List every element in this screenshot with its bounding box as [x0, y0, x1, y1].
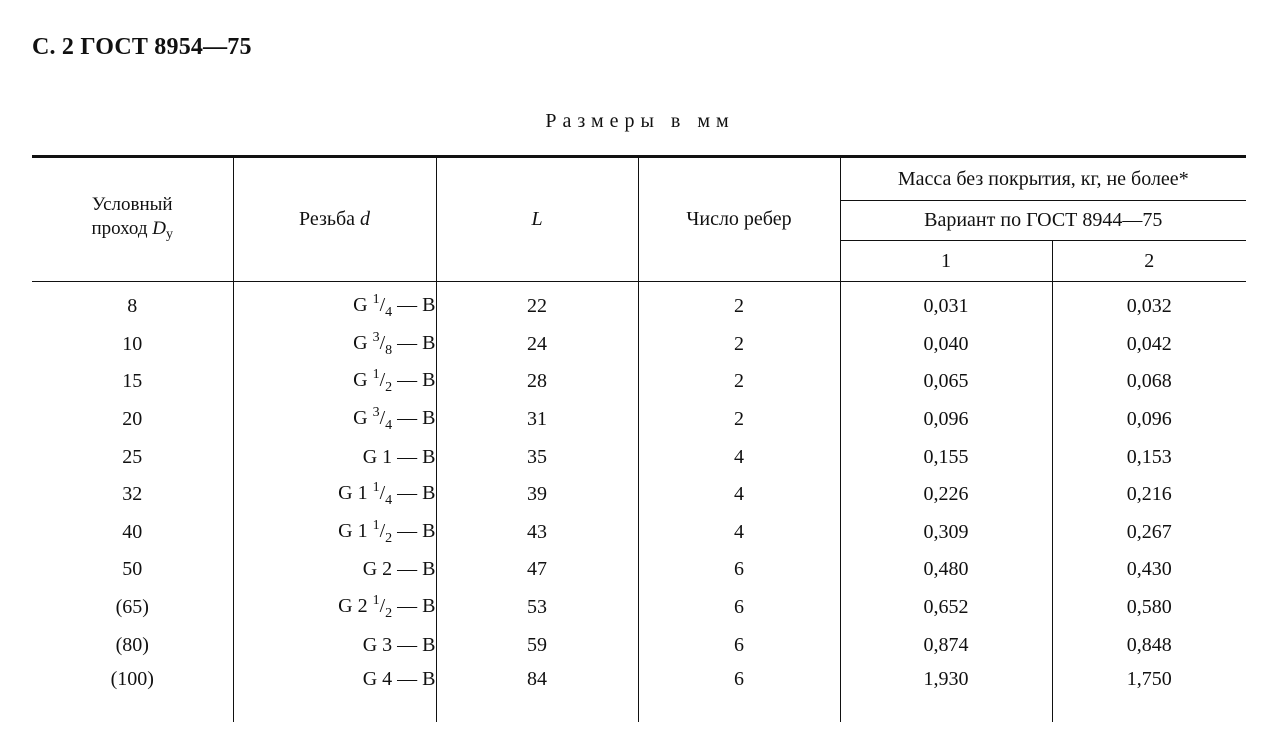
cell-ribs: 6: [638, 589, 840, 627]
cell-thread: [233, 282, 436, 326]
thread-fraction: [372, 517, 393, 546]
thread-prefix: G 2: [338, 595, 373, 618]
cell-mass-variant-1: 0,874: [840, 626, 1052, 664]
fraction-slash: /: [379, 407, 386, 430]
cell-length: 84: [436, 664, 638, 722]
header-thread-symbol: d: [360, 208, 371, 230]
header-length: L: [436, 157, 638, 282]
thread-suffix: — B: [392, 294, 436, 317]
cell-thread: [233, 476, 436, 514]
cell-mass-variant-1: 0,040: [840, 326, 1052, 364]
cell-mass-variant-2: 0,580: [1052, 589, 1246, 627]
cell-thread: [233, 664, 436, 722]
thread-prefix: G: [353, 407, 373, 430]
thread-fraction: [372, 329, 393, 358]
fraction-denominator: 2: [385, 606, 393, 622]
cell-mass-variant-1: 0,309: [840, 514, 1052, 552]
thread-suffix: — B: [392, 482, 436, 505]
cell-ribs: 2: [638, 401, 840, 439]
cell-ribs: 2: [638, 363, 840, 401]
cell-mass-variant-2: 0,430: [1052, 551, 1246, 589]
fraction-denominator: 4: [385, 305, 393, 321]
header-mass: Масса без покрытия, кг, не более*: [840, 157, 1246, 201]
cell-mass-variant-1: 0,480: [840, 551, 1052, 589]
units-caption: Размеры в мм: [545, 110, 735, 132]
header-dy-symbol: D: [152, 217, 167, 239]
thread-prefix: G 1 — B: [362, 445, 436, 468]
table-row: [32, 326, 1246, 364]
thread-prefix: G 4 — B: [362, 667, 436, 690]
cell-thread: [233, 401, 436, 439]
thread-prefix: G 1: [338, 519, 373, 542]
cell-dy: (100): [110, 667, 154, 690]
table-row: [32, 401, 1246, 439]
header-conditional-pass: [32, 157, 233, 282]
cell-mass-variant-1: 0,031: [840, 282, 1052, 326]
fraction-denominator: 2: [385, 380, 393, 396]
fraction-slash: /: [379, 482, 386, 505]
table-row: [32, 438, 1246, 476]
cell-mass-variant-2: 0,096: [1052, 401, 1246, 439]
fraction-numerator: 1: [372, 517, 380, 533]
cell-mass-variant-2: 0,216: [1052, 476, 1246, 514]
cell-length: 47: [436, 551, 638, 589]
cell-ribs: 6: [638, 551, 840, 589]
cell-dy: 40: [122, 520, 143, 543]
cell-mass-variant-1: 0,065: [840, 363, 1052, 401]
table-row: [32, 363, 1246, 401]
cell-mass-variant-1: 0,096: [840, 401, 1052, 439]
cell-thread: [233, 326, 436, 364]
cell-ribs: 4: [638, 476, 840, 514]
cell-mass-variant-2: 0,848: [1052, 626, 1246, 664]
table-row: [32, 514, 1246, 552]
table-row: [32, 476, 1246, 514]
cell-length: 31: [436, 401, 638, 439]
fraction-numerator: 1: [372, 593, 380, 609]
thread-prefix: G: [353, 369, 373, 392]
fraction-numerator: 1: [372, 292, 380, 308]
cell-thread: [233, 551, 436, 589]
cell-dy: 8: [127, 295, 138, 318]
cell-length: 59: [436, 626, 638, 664]
cell-dy: 25: [122, 445, 143, 468]
cell-mass-variant-2: 0,153: [1052, 438, 1246, 476]
thread-suffix: — B: [392, 519, 436, 542]
table-row: [32, 282, 1246, 326]
cell-dy: 20: [122, 408, 143, 431]
cell-dy: (80): [115, 633, 149, 656]
cell-mass-variant-2: 1,750: [1052, 664, 1246, 722]
cell-thread: [233, 363, 436, 401]
header-dy-subscript: у: [166, 226, 174, 242]
header-variant: Вариант по ГОСТ 8944—75: [840, 201, 1246, 241]
thread-prefix: G: [353, 294, 373, 317]
cell-thread: [233, 438, 436, 476]
cell-length: 35: [436, 438, 638, 476]
fraction-slash: /: [379, 369, 386, 392]
fraction-numerator: 3: [372, 329, 380, 345]
cell-dy: 32: [122, 483, 143, 506]
cell-ribs: 4: [638, 514, 840, 552]
thread-prefix: G 3 — B: [362, 633, 436, 656]
fraction-numerator: 1: [372, 480, 380, 496]
fraction-denominator: 2: [385, 530, 393, 546]
cell-length: 22: [436, 282, 638, 326]
table-row: [32, 589, 1246, 627]
dimensions-table: [32, 155, 1246, 722]
cell-mass-variant-2: 0,267: [1052, 514, 1246, 552]
thread-suffix: — B: [392, 331, 436, 354]
cell-length: 28: [436, 363, 638, 401]
thread-suffix: — B: [392, 407, 436, 430]
cell-mass-variant-2: 0,042: [1052, 326, 1246, 364]
cell-dy: 15: [122, 370, 143, 393]
thread-fraction: [372, 593, 393, 622]
fraction-slash: /: [379, 519, 386, 542]
header-ribs: Число ребер: [638, 157, 840, 282]
cell-length: 39: [436, 476, 638, 514]
page-header: С. 2 ГОСТ 8954—75: [32, 34, 252, 60]
header-conditional-pass-line2: проход: [91, 217, 148, 239]
fraction-slash: /: [379, 595, 386, 618]
fraction-denominator: 4: [385, 493, 393, 509]
cell-mass-variant-1: 0,155: [840, 438, 1052, 476]
thread-fraction: [372, 292, 393, 321]
fraction-slash: /: [379, 294, 386, 317]
cell-length: 43: [436, 514, 638, 552]
cell-dy: 50: [122, 558, 143, 581]
cell-thread: [233, 514, 436, 552]
table-row: [32, 551, 1246, 589]
cell-length: 24: [436, 326, 638, 364]
fraction-denominator: 8: [385, 342, 393, 358]
cell-thread: [233, 589, 436, 627]
header-variant-2: 2: [1052, 241, 1246, 282]
cell-ribs: 6: [638, 626, 840, 664]
thread-suffix: — B: [392, 595, 436, 618]
header-thread-label: Резьба: [298, 208, 356, 230]
cell-mass-variant-1: 0,226: [840, 476, 1052, 514]
cell-ribs: 6: [638, 664, 840, 722]
thread-fraction: [372, 480, 393, 509]
cell-dy: 10: [122, 332, 143, 355]
cell-mass-variant-2: 0,068: [1052, 363, 1246, 401]
cell-mass-variant-1: 0,652: [840, 589, 1052, 627]
thread-prefix: G 1: [338, 482, 373, 505]
header-variant-1: 1: [840, 241, 1052, 282]
header-thread: [233, 157, 436, 282]
fraction-numerator: 1: [372, 367, 380, 383]
thread-fraction: [372, 367, 393, 396]
table-row: [32, 664, 1246, 722]
table-body: [32, 282, 1246, 722]
cell-ribs: 2: [638, 326, 840, 364]
thread-prefix: G 2 — B: [362, 558, 436, 581]
cell-mass-variant-2: 0,032: [1052, 282, 1246, 326]
thread-prefix: G: [353, 331, 373, 354]
thread-fraction: [372, 405, 393, 434]
cell-mass-variant-1: 1,930: [840, 664, 1052, 722]
cell-thread: [233, 626, 436, 664]
fraction-slash: /: [379, 331, 386, 354]
fraction-numerator: 3: [372, 405, 380, 421]
cell-dy: (65): [115, 596, 149, 619]
header-conditional-pass-line1: Условный: [91, 193, 173, 215]
fraction-denominator: 4: [385, 418, 393, 434]
cell-ribs: 4: [638, 438, 840, 476]
thread-suffix: — B: [392, 369, 436, 392]
table-row: [32, 626, 1246, 664]
cell-length: 53: [436, 589, 638, 627]
cell-ribs: 2: [638, 282, 840, 326]
